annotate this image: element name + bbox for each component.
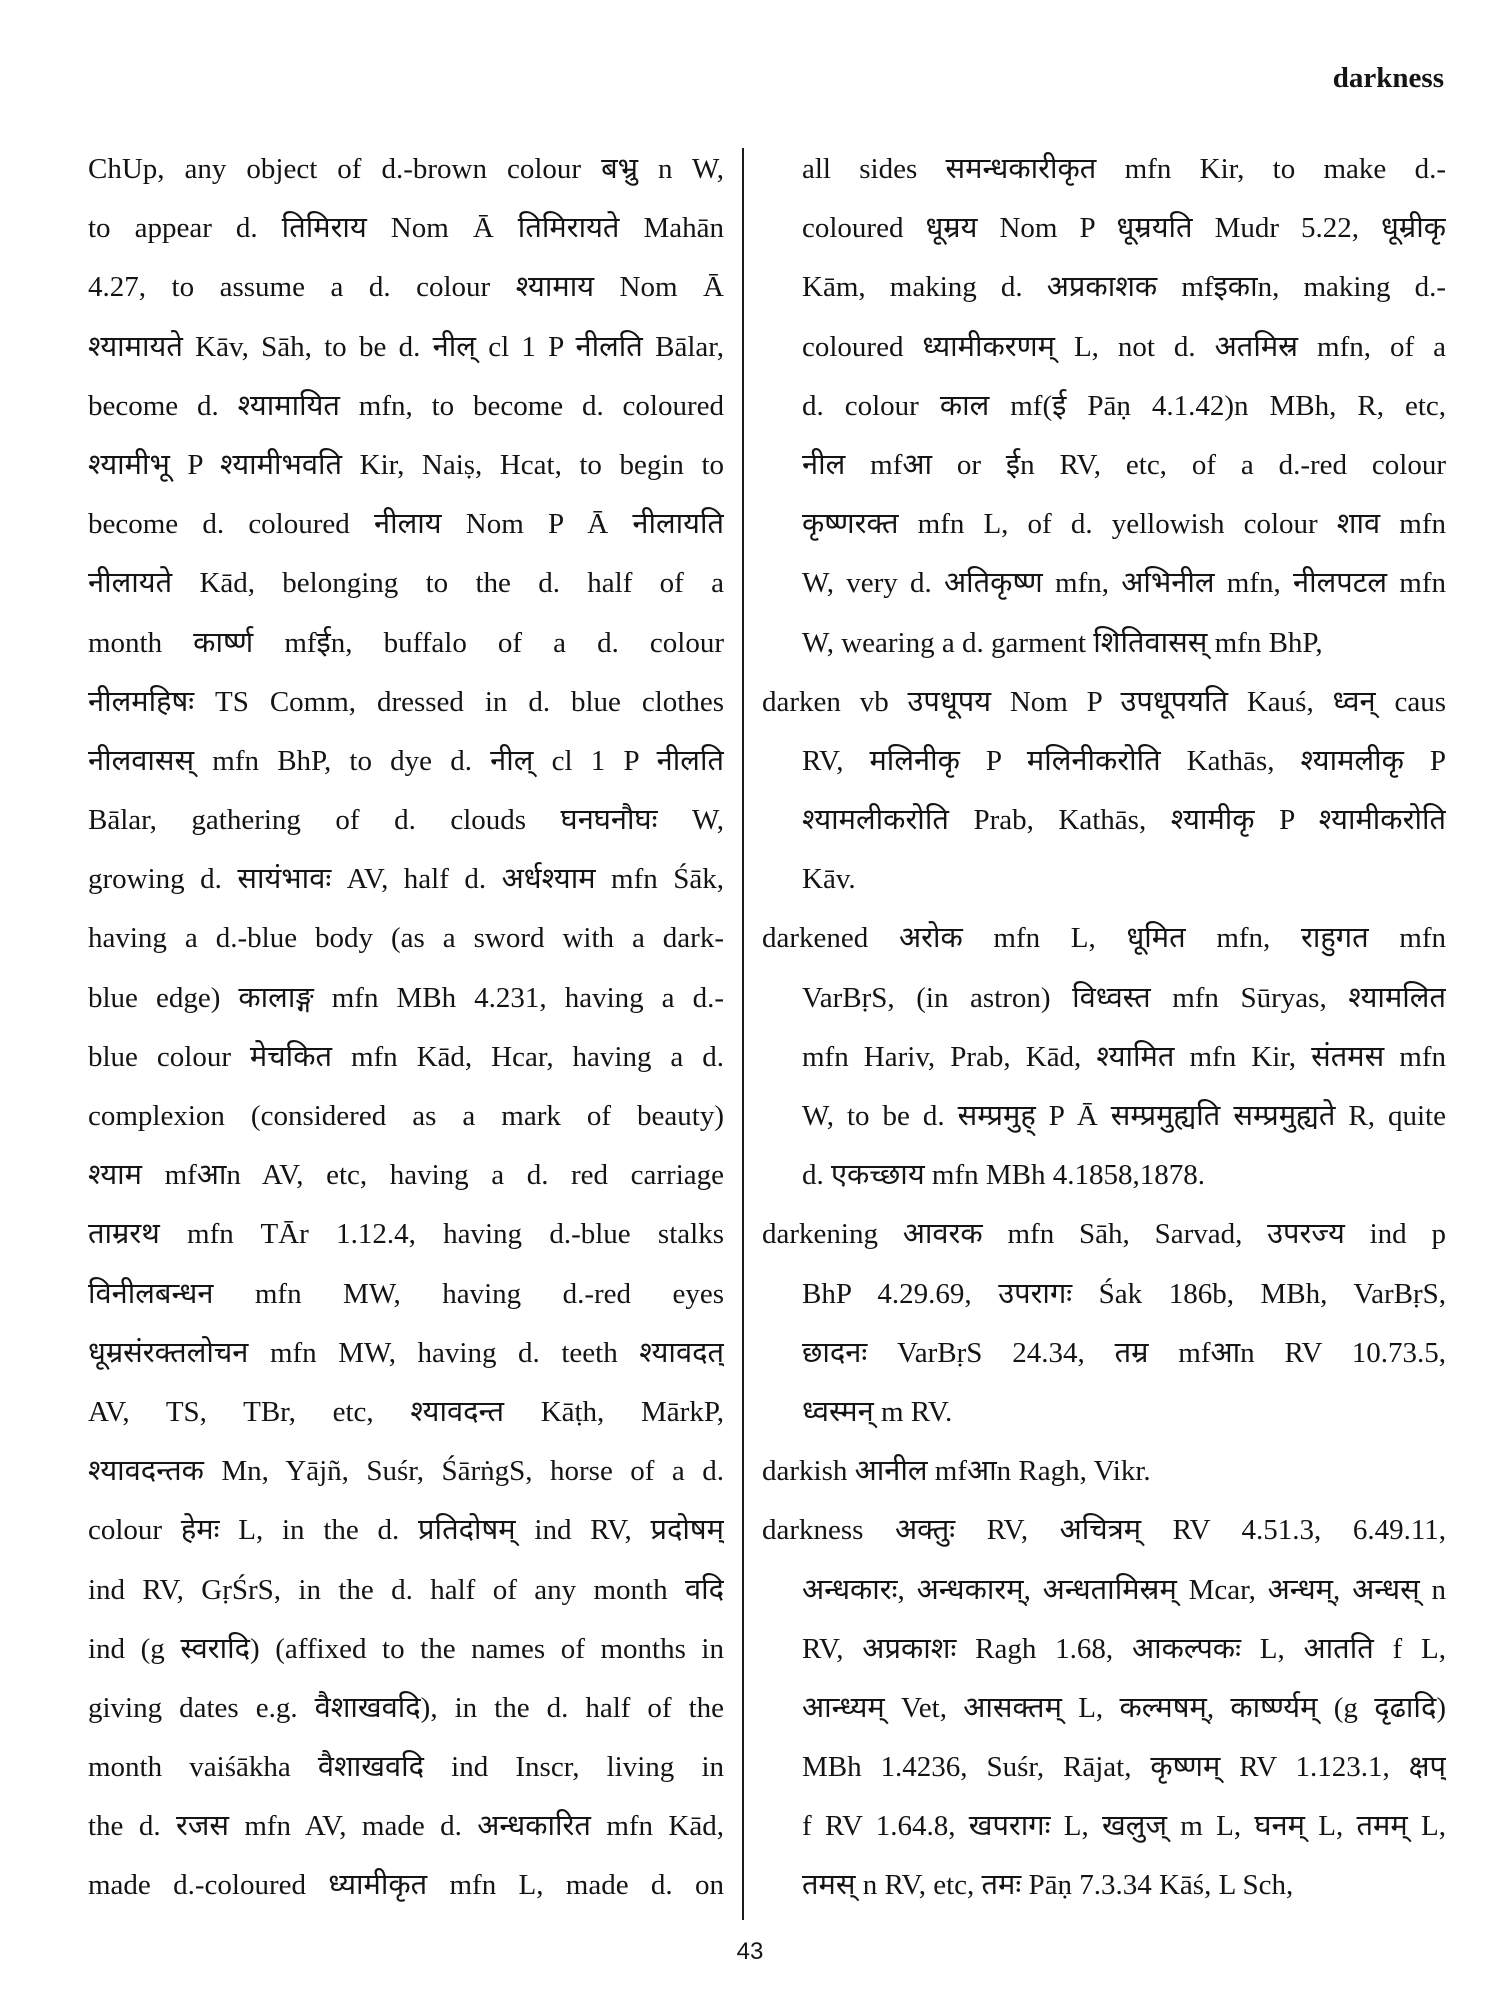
text-line: नीलमहिषः TS Comm, dressed in d. blue clothes [88, 685, 724, 718]
text-line: ind (g स्वरादि) (affixed to the names of months in [88, 1632, 724, 1665]
text-line: कृष्णरक्त mfn L, of d. yellowish colour शाव mfn [802, 508, 1446, 541]
text-line: ध्वस्मन् m RV. [802, 1395, 953, 1428]
text-line: श्याम mfआn AV, etc, having a d. red carriage [88, 1159, 724, 1192]
entry-headword-line: darkish आनील mfआn Ragh, Vikr. [762, 1455, 1151, 1488]
text-line: blue edge) कालाङ्ग mfn MBh 4.231, having a d.- [88, 981, 724, 1014]
text-line: f RV 1.64.8, खपरागः L, खलुज् m L, घनम् L, तमम् L, [802, 1810, 1446, 1843]
text-line: विनीलबन्धन mfn MW, having d.-red eyes [88, 1277, 724, 1310]
text-line: Kām, making d. अप्रकाशक mfइकाn, making d.- [802, 271, 1446, 304]
page-number: 43 [736, 1938, 764, 1965]
running-head: darkness [1332, 62, 1444, 94]
column-divider [742, 148, 744, 1920]
text-line: MBh 1.4236, Suśr, Rājat, कृष्णम् RV 1.123.1, क्षप् [802, 1751, 1446, 1784]
text-line: श्यावदन्तक Mn, Yājñ, Suśr, ŚārṅgS, horse of a d. [88, 1455, 724, 1488]
text-line: mfn Hariv, Prab, Kād, श्यामित mfn Kir, संतमस mfn [802, 1040, 1446, 1073]
text-line: ind RV, GṛŚrS, in the d. half of any month वदि [88, 1573, 724, 1606]
text-line: to appear d. तिमिराय Nom Ā तिमिरायते Mahān [88, 212, 724, 245]
text-line: VarBṛS, (in astron) विध्वस्त mfn Sūryas, श्यामलित [802, 981, 1446, 1014]
text-line: month कार्ष्ण mfईn, buffalo of a d. colour [88, 626, 724, 659]
right-column [762, 140, 1446, 1916]
text-line: आन्ध्यम् Vet, आसक्तम् L, कल्मषम्, कार्ष्ण्यम् (g दृढादि) [802, 1691, 1446, 1724]
text-line: become d. श्यामायित mfn, to become d. coloured [88, 389, 724, 422]
text-line: month vaiśākha वैशाखवदि ind Inscr, living in [88, 1751, 724, 1784]
text-line: the d. रजस mfn AV, made d. अन्धकारित mfn Kād, [88, 1810, 724, 1843]
text-line: छादनः VarBṛS 24.34, तम्र mfआn RV 10.73.5, [802, 1336, 1446, 1369]
text-line: श्यामीभू P श्यामीभवति Kir, Naiṣ, Hcat, to begin to [88, 448, 724, 481]
text-line: become d. coloured नीलाय Nom P Ā नीलायति [88, 508, 724, 541]
text-line: नीलायते Kād, belonging to the d. half of a [88, 567, 724, 600]
text-line: RV, मलिनीकृ P मलिनीकरोति Kathās, श्यामलीकृ P [802, 744, 1446, 777]
text-line: 4.27, to assume a d. colour श्यामाय Nom Ā [88, 271, 724, 304]
text-line: blue colour मेचकित mfn Kād, Hcar, having a d. [88, 1040, 724, 1073]
text-line: तमस् n RV, etc, तमः Pāṇ 7.3.34 Kāś, L Sch, [802, 1869, 1294, 1902]
text-line: BhP 4.29.69, उपरागः Śak 186b, MBh, VarBṛS, [802, 1277, 1446, 1310]
text-line: d. colour काल mf(ई Pāṇ 4.1.42)n MBh, R, etc, [802, 389, 1446, 422]
text-line: coloured ध्यामीकरणम् L, not d. अतमिस्र mfn, of a [802, 330, 1446, 363]
text-line: W, very d. अतिकृष्ण mfn, अभिनील mfn, नीलपटल mfn [802, 567, 1446, 600]
text-line: RV, अप्रकाशः Ragh 1.68, आकल्पकः L, आतति f L, [802, 1632, 1446, 1665]
text-line: W, wearing a d. garment शितिवासस् mfn BhP, [802, 626, 1323, 659]
text-line: all sides समन्धकारीकृत mfn Kir, to make d.- [802, 153, 1446, 185]
text-line: धूम्रसंरक्तलोचन mfn MW, having d. teeth श्यावदत् [88, 1336, 724, 1369]
text-line: Kāv. [802, 863, 856, 896]
left-column [88, 140, 724, 1916]
text-line: colour हेमः L, in the d. प्रतिदोषम् ind RV, प्रदोषम् [88, 1514, 724, 1547]
text-line: coloured धूम्रय Nom P धूम्रयति Mudr 5.22, धूम्रीकृ [802, 212, 1446, 245]
text-line: AV, TS, TBr, etc, श्यावदन्त Kāṭh, MārkP, [88, 1395, 724, 1428]
text-line: growing d. सायंभावः AV, half d. अर्धश्याम mfn Śāk, [88, 863, 724, 896]
text-line: d. एकच्छाय mfn MBh 4.1858,1878. [802, 1159, 1205, 1192]
text-line: complexion (considered as a mark of beauty) [88, 1100, 724, 1132]
text-line: ChUp, any object of d.-brown colour बभ्रु n W, [88, 153, 724, 185]
text-line: Bālar, gathering of d. clouds घनघनौघः W, [88, 804, 724, 837]
text-line: giving dates e.g. वैशाखवदि), in the d. half of the [88, 1691, 724, 1724]
text-line: ताम्ररथ mfn TĀr 1.12.4, having d.-blue stalks [88, 1218, 724, 1251]
entry-headword-line: darkening आवरक mfn Sāh, Sarvad, उपरज्य ind p [762, 1218, 1446, 1251]
text-line: W, to be d. सम्प्रमुह् P Ā सम्प्रमुह्यति सम्प्रमुह्यते R, quite [802, 1100, 1446, 1132]
entry-headword-line: darken vb उपधूपय Nom P उपधूपयति Kauś, ध्वन् caus [762, 685, 1446, 718]
text-line: नीलवासस् mfn BhP, to dye d. नील् cl 1 P नीलति [88, 744, 724, 777]
text-line: made d.-coloured ध्यामीकृत mfn L, made d. on [88, 1869, 724, 1902]
text-line: नील mfआ or ईn RV, etc, of a d.-red colour [802, 448, 1446, 481]
entry-headword-line: darkness अक्तुः RV, अचित्रम् RV 4.51.3, 6.49.11, [762, 1514, 1446, 1547]
entry-headword-line: darkened अरोक mfn L, धूमित mfn, राहुगत mfn [762, 922, 1446, 955]
text-line: श्यामलीकरोति Prab, Kathās, श्यामीकृ P श्यामीकरोति [802, 804, 1446, 837]
text-line: अन्धकारः, अन्धकारम्, अन्धतामिस्रम् Mcar, अन्धम्, अन्धस् n [802, 1573, 1446, 1606]
text-line: श्यामायते Kāv, Sāh, to be d. नील् cl 1 P नीलति Bālar, [88, 330, 724, 363]
text-line: having a d.-blue body (as a sword with a dark- [88, 922, 724, 955]
